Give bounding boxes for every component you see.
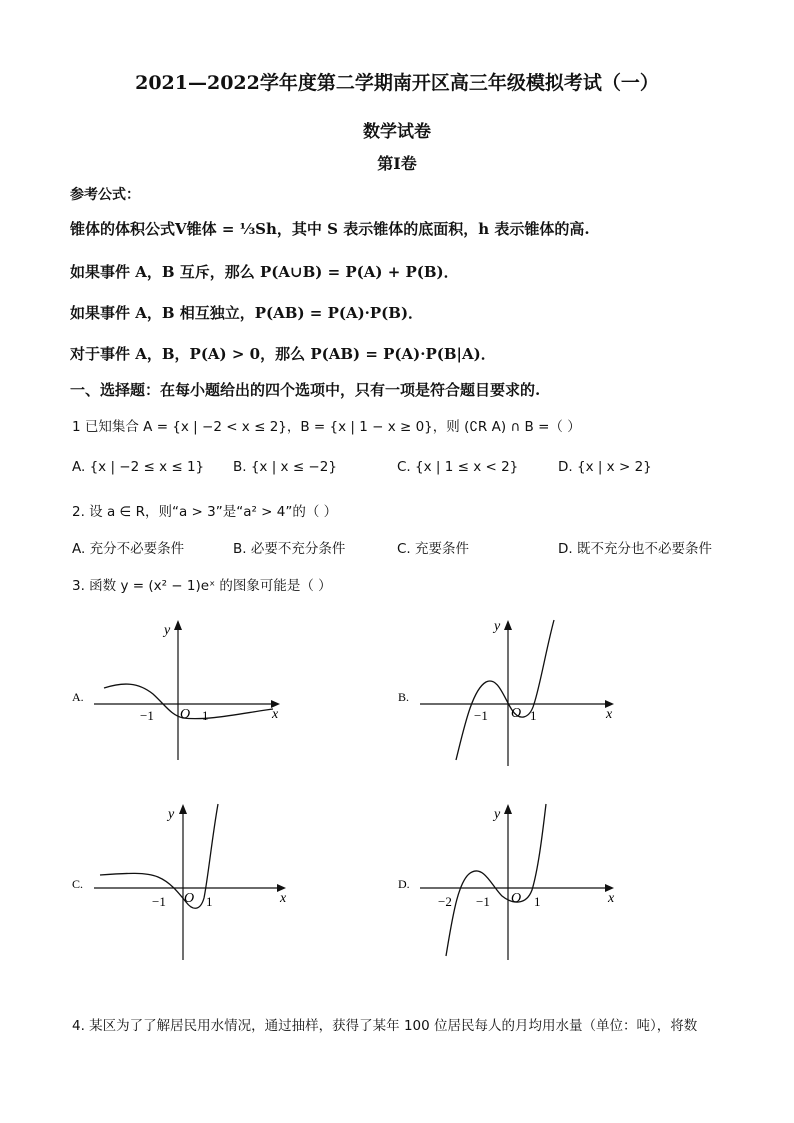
graph-c-label: C. xyxy=(72,877,84,891)
origin-label: O xyxy=(511,891,522,906)
y-arrow-icon xyxy=(504,804,512,814)
q2-option-c: C. 充要条件 xyxy=(397,541,470,557)
q1-option-c: C. {x | 1 ≤ x < 2} xyxy=(397,459,519,475)
section-one-heading: 一、选择题：在每小题给出的四个选项中，只有一项是符合题目要求的. xyxy=(70,381,541,399)
graph-b xyxy=(394,610,634,770)
tick-neg1: −1 xyxy=(474,708,488,723)
x-label: x xyxy=(280,891,287,906)
tick-neg1: −1 xyxy=(140,708,154,723)
graph-c xyxy=(68,798,298,964)
exam-title: 2021—2022学年度第二学期南开区高三年级模拟考试（一） xyxy=(135,72,659,94)
tick-1: 1 xyxy=(202,708,209,723)
y-label: y xyxy=(164,623,171,638)
volume-title: 第Ⅰ卷 xyxy=(377,154,417,173)
x-label: x xyxy=(606,707,613,722)
y-arrow-icon xyxy=(179,804,187,814)
formula-conditional: 对于事件 A，B，P(A) > 0，那么 P(AB) = P(A)·P(B|A)． xyxy=(70,345,496,363)
graph-d xyxy=(394,798,634,964)
formula-exclusive: 如果事件 A，B 互斥，那么 P(A∪B) = P(A) + P(B)． xyxy=(70,263,459,281)
tick-neg1: −1 xyxy=(152,894,166,909)
tick-1: 1 xyxy=(530,708,537,723)
q2-option-d: D. 既不充分也不必要条件 xyxy=(558,541,712,557)
y-label: y xyxy=(494,807,501,822)
q1-option-d: D. {x | x > 2} xyxy=(558,459,652,475)
formula-independent: 如果事件 A，B 相互独立，P(AB) = P(A)·P(B)． xyxy=(70,304,424,322)
graph-d-label: D. xyxy=(398,877,410,891)
question-1-stem: 1 已知集合 A = {x | −2 < x ≤ 2}，B = {x | 1 − x ≥ 0}，则 (∁R A) ∩ B =（ ） xyxy=(72,419,581,435)
curve xyxy=(446,804,546,956)
formula-heading: 参考公式： xyxy=(70,187,140,203)
tick-1: 1 xyxy=(206,894,213,909)
y-arrow-icon xyxy=(504,620,512,630)
origin-label: O xyxy=(511,706,522,721)
q1-option-b: B. {x | x ≤ −2} xyxy=(233,459,337,475)
graph-a-label: A. xyxy=(72,690,84,704)
subject-title: 数学试卷 xyxy=(363,122,431,142)
formula-cone: 锥体的体积公式V锥体 = ⅓Sh，其中 S 表示锥体的底面积，h 表示锥体的高. xyxy=(70,220,590,238)
graph-a xyxy=(68,610,298,770)
origin-label: O xyxy=(184,891,195,906)
tick-1: 1 xyxy=(534,894,541,909)
question-3-stem: 3. 函数 y = (x² − 1)eˣ 的图象可能是（ ） xyxy=(72,578,332,594)
q2-option-a: A. 充分不必要条件 xyxy=(72,541,185,557)
tick-neg1: −1 xyxy=(476,894,490,909)
y-label: y xyxy=(494,619,501,634)
curve xyxy=(100,804,218,908)
question-2-stem: 2. 设 a ∈ R，则“a > 3”是“a² > 4”的（ ） xyxy=(72,504,338,520)
x-label: x xyxy=(608,891,615,906)
y-arrow-icon xyxy=(174,620,182,630)
q1-option-a: A. {x | −2 ≤ x ≤ 1} xyxy=(72,459,205,475)
tick-neg2: −2 xyxy=(438,894,452,909)
q2-option-b: B. 必要不充分条件 xyxy=(233,541,346,557)
y-label: y xyxy=(168,807,175,822)
question-4-stem: 4. 某区为了了解居民用水情况，通过抽样，获得了某年 100 位居民每人的月均用水量（单位：吨），将数 xyxy=(72,1018,698,1034)
curve xyxy=(456,620,554,760)
x-label: x xyxy=(272,707,279,722)
graph-b-label: B. xyxy=(398,690,410,704)
origin-label: O xyxy=(180,707,191,722)
